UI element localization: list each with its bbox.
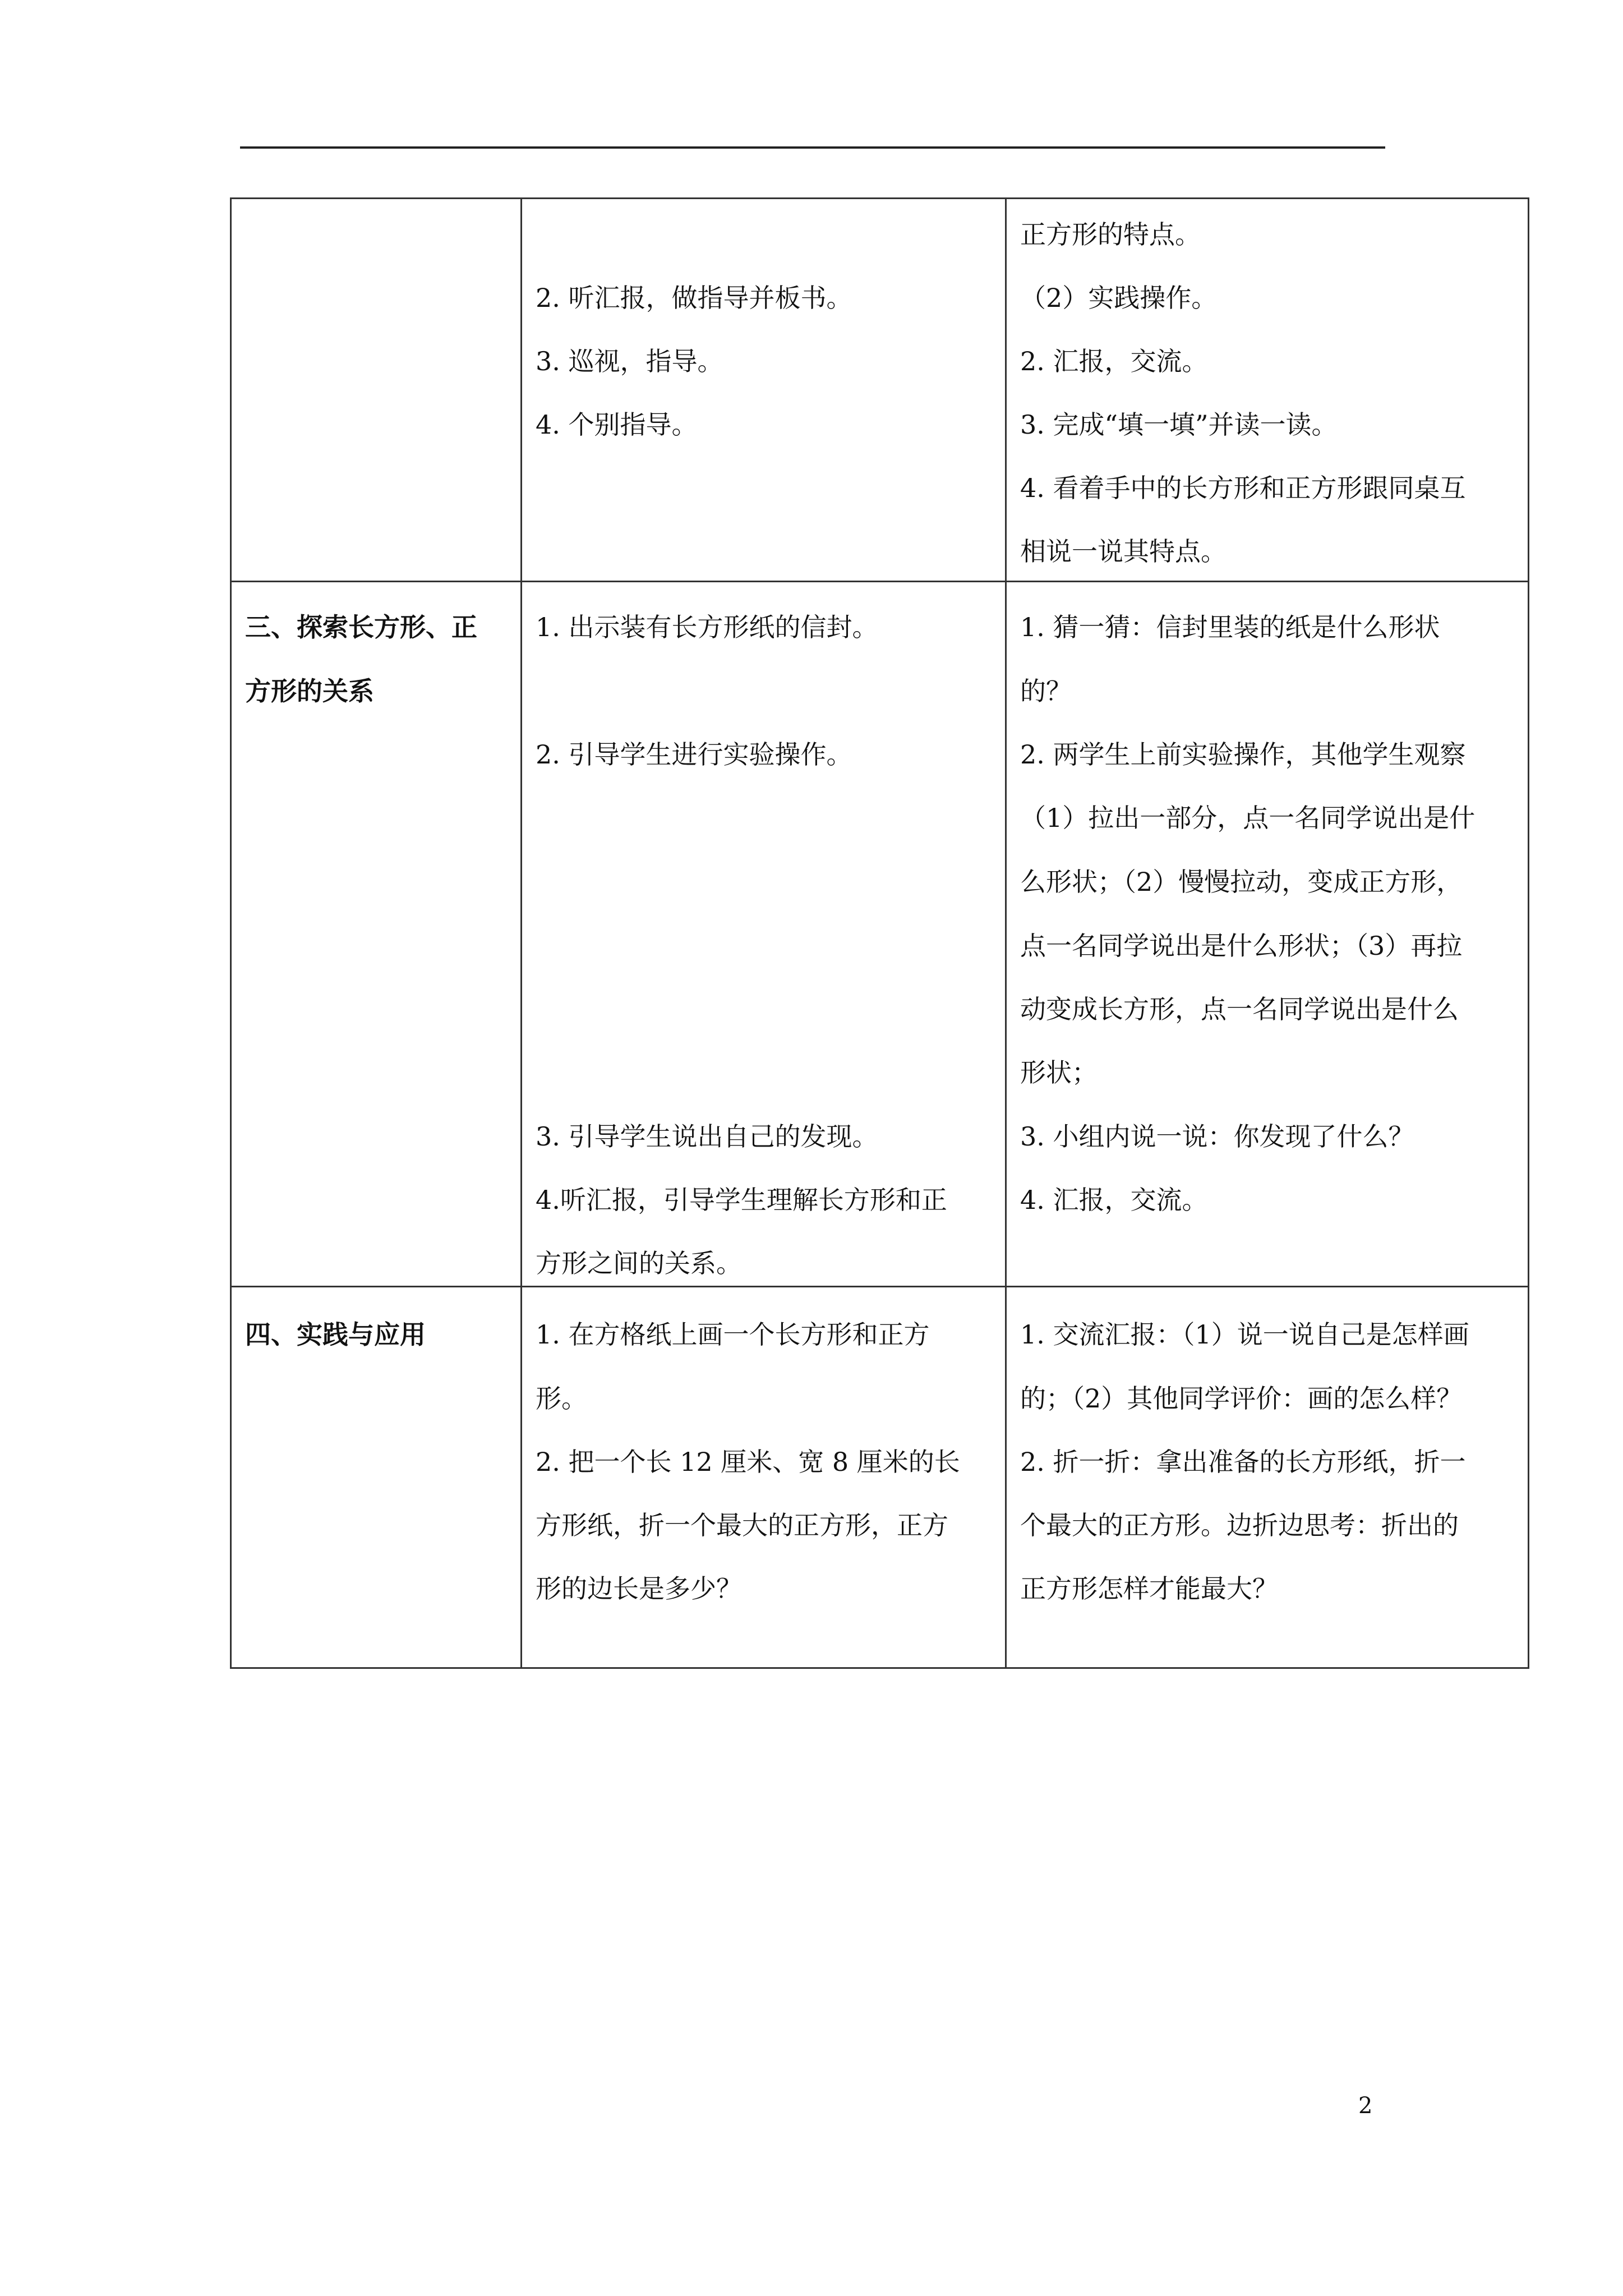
student-activity-cell	[1006, 1287, 1529, 1668]
teacher-line: 4.听汇报，引导学生理解长方形和正	[536, 1185, 947, 1215]
student-line: 1. 交流汇报：（1）说一说自己是怎样画	[1020, 1319, 1469, 1350]
table-row	[231, 582, 1529, 1287]
teacher-line: 方形之间的关系。	[536, 1248, 742, 1278]
teacher-line: 1. 出示装有长方形纸的信封。	[536, 612, 878, 642]
student-line: 正方形怎样才能最大？	[1020, 1573, 1278, 1604]
student-line: 4. 看着手中的长方形和正方形跟同桌互	[1020, 473, 1466, 503]
teacher-activity-cell	[522, 582, 1006, 1287]
student-line: 个最大的正方形。边折边思考：折出的	[1020, 1510, 1459, 1540]
student-line: 2. 两学生上前实验操作，其他学生观察	[1020, 739, 1466, 770]
stage-title-line: 三、探索长方形、正	[245, 612, 477, 642]
teacher-line: 3. 巡视，指导。	[536, 346, 723, 376]
student-line: 3. 小组内说一说：你发现了什么？	[1020, 1121, 1414, 1152]
student-line: 点一名同学说出是什么形状；（3）再拉	[1020, 931, 1463, 961]
stage-cell	[231, 1287, 522, 1668]
teacher-line: 方形纸，折一个最大的正方形，正方	[536, 1510, 948, 1540]
student-line: 的？	[1020, 676, 1072, 706]
stage-cell	[231, 582, 522, 1287]
student-line: 1. 猜一猜：信封里装的纸是什么形状	[1020, 612, 1440, 642]
student-line: 正方形的特点。	[1020, 219, 1201, 250]
teacher-line: 1. 在方格纸上画一个长方形和正方	[536, 1319, 930, 1350]
student-line: 2. 汇报，交流。	[1020, 346, 1208, 376]
lesson-plan-table	[230, 197, 1529, 1669]
teacher-line: 3. 引导学生说出自己的发现。	[536, 1121, 878, 1152]
teacher-line: 4. 个别指导。	[536, 409, 698, 440]
student-line: 相说一说其特点。	[1020, 536, 1227, 567]
student-line: （2）实践操作。	[1020, 283, 1218, 313]
table-row	[231, 199, 1529, 582]
teacher-line: 2. 把一个长 12 厘米、宽 8 厘米的长	[536, 1447, 960, 1477]
student-activity-cell	[1006, 582, 1529, 1287]
teacher-line: 形的边长是多少？	[536, 1573, 742, 1604]
student-line: 4. 汇报，交流。	[1020, 1185, 1208, 1215]
teacher-line: 2. 听汇报，做指导并板书。	[536, 283, 852, 313]
student-line: 2. 折一折：拿出准备的长方形纸，折一	[1020, 1447, 1466, 1477]
header-rule	[240, 146, 1385, 149]
student-line: 3. 完成“填一填”并读一读。	[1020, 409, 1338, 440]
student-line: 形状；	[1020, 1057, 1098, 1088]
table-row	[231, 1287, 1529, 1668]
teacher-line: 形。	[536, 1383, 587, 1414]
page-number: 2	[1358, 2093, 1373, 2119]
stage-cell	[231, 199, 522, 582]
student-line: 动变成长方形，点一名同学说出是什么	[1020, 994, 1459, 1024]
student-line: 的；（2）其他同学评价：画的怎么样？	[1020, 1383, 1463, 1414]
teacher-activity-cell	[522, 199, 1006, 582]
stage-title-line: 方形的关系	[245, 676, 374, 706]
stage-title-line: 四、实践与应用	[245, 1319, 426, 1350]
student-line: 么形状；（2）慢慢拉动，变成正方形，	[1020, 867, 1463, 897]
teacher-line: 2. 引导学生进行实验操作。	[536, 739, 852, 770]
student-activity-cell	[1006, 199, 1529, 582]
student-line: （1）拉出一部分，点一名同学说出是什	[1020, 803, 1476, 833]
teacher-activity-cell	[522, 1287, 1006, 1668]
